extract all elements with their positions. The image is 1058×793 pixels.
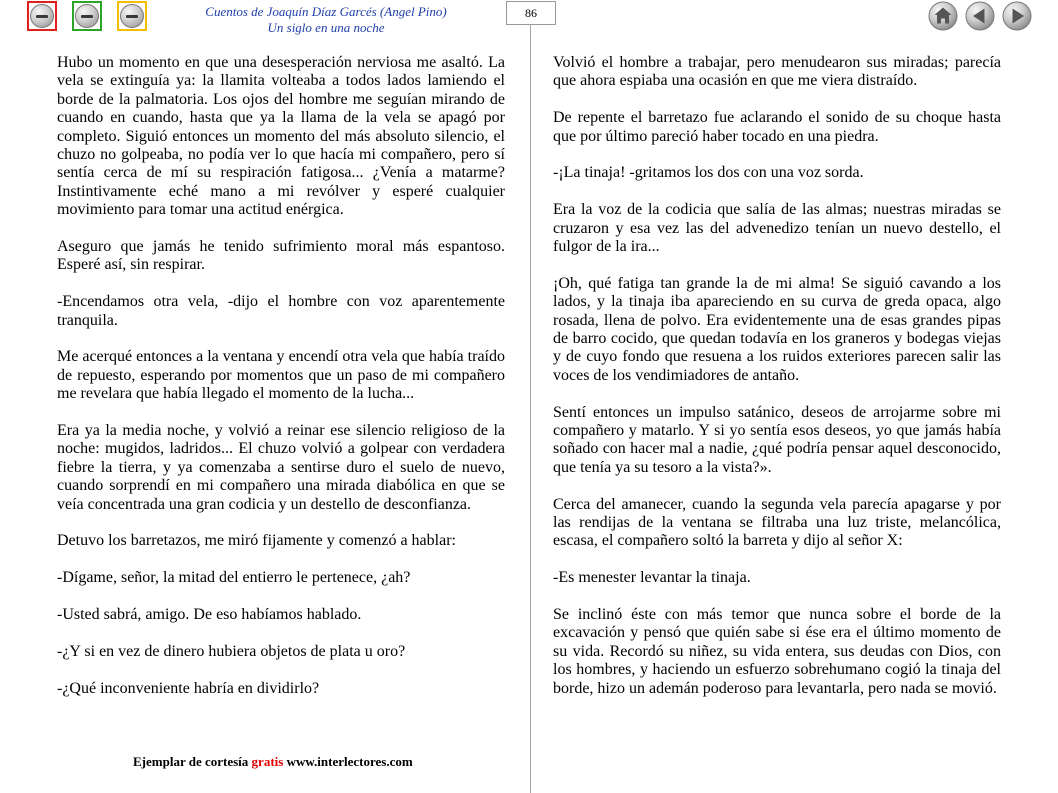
paragraph: Hubo un momento en que una desesperación nerviosa me asaltó. La vela se extinguía ya: la llamita volteaba a todos lados lamiendo el borde de la palmatoria. Los ojos del hombre me seguían mirando de cuando en cuando, hasta que ya la llama de la vela se apagó por completo. Siguió entonces un momento del más absoluto silencio, el chuzo no golpeaba, no podía ver lo que hacía mi compañero, pero sí sentía cerca de mí su respiración fatigosa... ¿Venía a matarme? Instintivamente eché mano a mi revólver y esperé cualquier movimiento para tomar una actitud enérgica. <box>57 54 505 219</box>
paragraph: Detuvo los barretazos, me miró fijamente y comenzó a hablar: <box>57 532 456 550</box>
page-number: 86 <box>506 1 556 25</box>
paragraph: -¿Y si en vez de dinero hubiera objetos de plata u oro? <box>57 642 406 660</box>
paragraph: Era ya la media noche, y volvió a reinar ese silencio religioso de la noche: mugidos, ladridos... El chuzo volvió a golpear con verdadera fiebre la tierra, y ya comenzaba a sentirse duro el suelo de nuevo, cuando sorprendí en mi compañero una mirada diabólica en que se veía concentrada una gran codicia y un destello de desconfianza. <box>57 422 505 513</box>
paragraph: Cerca del amanecer, cuando la segunda vela parecía apagarse y por las rendijas de la ventana se filtraba una luz triste, melancólica, escasa, el compañero soltó la barreta y dijo al señor X: <box>553 495 1001 550</box>
story-title: Un siglo en una noche <box>267 20 385 35</box>
paragraph: -Usted sabrá, amigo. De eso habíamos hablado. <box>57 606 362 624</box>
red-minus-button[interactable] <box>27 1 57 31</box>
minus-sign <box>81 15 93 18</box>
paragraph: -¡La tinaja! -gritamos los dos con una voz sorda. <box>553 164 864 182</box>
paragraph: -Encendamos otra vela, -dijo el hombre con voz aparentemente tranquila. <box>57 293 505 329</box>
paragraph: Volvió el hombre a trabajar, pero menudearon sus miradas; parecía que ahora espiaba una ocasión en que me viera distraído. <box>553 54 1001 90</box>
arrow-left-icon <box>965 1 995 31</box>
paragraph: Sentí entonces un impulso satánico, deseos de arrojarme sobre mi compañero y matarlo. Y si yo sentía esos deseos, yo que jamás había soñado con hacer mal a nadie, ¿qué podría pensar aquel desconocido, que tenía ya su tesoro a la vista?». <box>553 403 1001 476</box>
green-minus-button[interactable] <box>72 1 102 31</box>
right-text-column <box>553 54 1001 716</box>
paragraph: -Es menester levantar la tinaja. <box>553 569 751 587</box>
footer-highlight: gratis <box>251 754 284 769</box>
minus-circle-icon <box>75 4 99 28</box>
arrow-right-icon <box>1002 1 1032 31</box>
paragraph: -Dígame, señor, la mitad del entierro le pertenece, ¿ah? <box>57 569 411 587</box>
paragraph: Era la voz de la codicia que salía de las almas; nuestras miradas se cruzaron y esa vez las del advenedizo tenían un nuevo destello, el fulgor de la ira... <box>553 201 1001 256</box>
footer-website-link[interactable]: www.interlectores.com <box>286 754 413 769</box>
left-text-column <box>57 54 505 716</box>
minus-circle-icon <box>30 4 54 28</box>
paragraph: -¿Qué inconveniente habría en dividirlo? <box>57 679 320 697</box>
footer-notice <box>133 754 413 770</box>
footer-prefix: Ejemplar de cortesía <box>133 754 249 769</box>
minus-sign <box>36 15 48 18</box>
home-icon <box>928 1 958 31</box>
paragraph: Se inclinó éste con más temor que nunca sobre el borde de la excavación y pensó que quién sabe si ése era el último momento de su vida. Recordó su niñez, su vida entera, sus deudas con Dios, con los hombres, y haciendo un esfuerzo sobrehumano cogió la tinaja del borde, hizo un ademán poderoso para levantarla, pero nada se movió. <box>553 606 1001 697</box>
paragraph: Aseguro que jamás he tenido sufrimiento moral más espantoso. Esperé así, sin respirar. <box>57 238 505 274</box>
running-header <box>176 4 476 36</box>
next-page-button[interactable] <box>1002 1 1032 31</box>
yellow-minus-button[interactable] <box>117 1 147 31</box>
minus-sign <box>126 15 138 18</box>
column-divider <box>530 24 531 793</box>
paragraph: De repente el barretazo fue aclarando el sonido de su choque hasta que por último pareció haber tocado en una piedra. <box>553 109 1001 145</box>
minus-circle-icon <box>120 4 144 28</box>
book-title: Cuentos de Joaquín Díaz Garcés (Angel Pino) <box>205 4 447 19</box>
paragraph: ¡Oh, qué fatiga tan grande la de mi alma! Se siguió cavando a los lados, y la tinaja iba apareciendo en su curva de greda opaca, algo rosada, llena de polvo. Era evidentemente una de esas grandes pipas de barro cocido, que quedan todavía en los graneros y bodegas viejas y de cuyo fondo que resuena a los ruidos exteriores parecen salir las voces de los vendimiadores de antaño. <box>553 274 1001 384</box>
home-button[interactable] <box>928 1 958 31</box>
paragraph: Me acerqué entonces a la ventana y encendí otra vela que había traído de repuesto, esperando por momentos que un paso de mi compañero me revelara que había llegado el momento de la lucha... <box>57 348 505 403</box>
previous-page-button[interactable] <box>965 1 995 31</box>
